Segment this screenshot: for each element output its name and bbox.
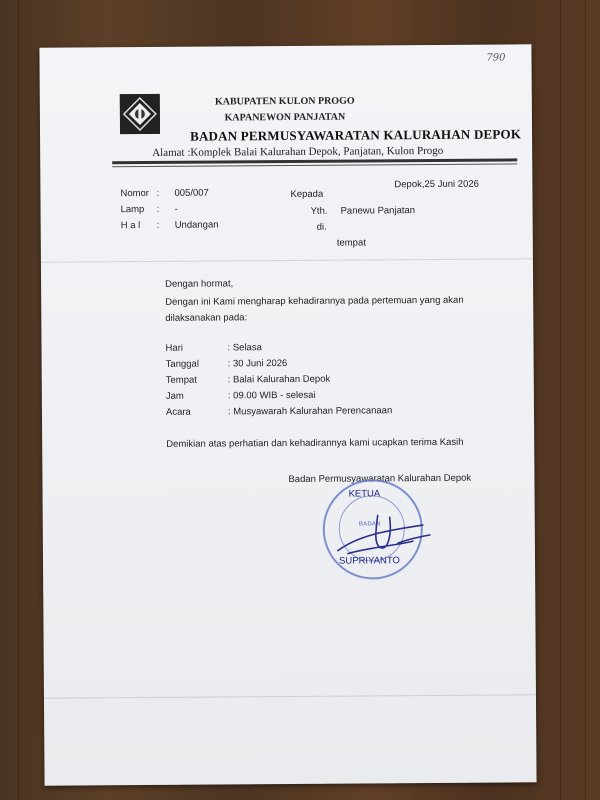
- letterhead-rule-thin: [112, 163, 517, 167]
- meta-sep: :: [156, 203, 160, 215]
- letterhead-regency: KABUPATEN KULON PROGO: [214, 95, 355, 108]
- letter-paper: [39, 44, 536, 785]
- event-label: Hari: [165, 342, 183, 354]
- event-value: : Musyawarah Kalurahan Perencanaan: [227, 405, 393, 418]
- meta-value: 005/007: [174, 187, 209, 199]
- place-date: Depok,25 Juni 2026: [394, 178, 479, 191]
- meta-value: Undangan: [174, 219, 219, 231]
- event-label: Tempat: [165, 374, 197, 386]
- event-label: Acara: [165, 406, 191, 418]
- recipient-kepada: Kepada: [290, 188, 324, 200]
- event-value: : Selasa: [227, 342, 262, 354]
- meta-label: Nomor: [120, 187, 150, 200]
- event-label: Jam: [165, 390, 184, 402]
- letterhead-institution: BADAN PERMUSYAWARATAN KALURAHAN DEPOK: [189, 126, 522, 144]
- intro-line-2: dilaksanakan pada:: [165, 312, 248, 324]
- event-label: Tanggal: [165, 358, 199, 370]
- intro-line-1: Dengan ini Kami mengharap kehadirannya pada pertemuan yang akan: [165, 294, 464, 308]
- meta-value: -: [174, 203, 178, 215]
- signatory-name: SUPRIYANTO: [338, 555, 400, 567]
- meta-label: H a l: [120, 220, 141, 232]
- meta-label: Lamp: [120, 203, 145, 216]
- meta-sep: :: [156, 187, 160, 199]
- letterhead-address: Alamat :Komplek Balai Kalurahan Depok, Panjatan, Kulon Progo: [152, 144, 444, 159]
- event-value: : 09.00 WIB - selesai: [227, 389, 316, 402]
- closing-text: Demikian atas perhatian dan kehadirannya kami ucapkan terima Kasih: [166, 436, 464, 450]
- recipient-place: tempat: [336, 237, 366, 249]
- letterhead-district: KAPANEWON PANJATAN: [224, 111, 346, 124]
- official-stamp: BADAN: [322, 479, 423, 580]
- event-value: : 30 Juni 2026: [227, 358, 288, 370]
- recipient-yth: Yth.: [310, 205, 328, 217]
- meta-sep: :: [156, 219, 160, 231]
- recipient-name: Panewu Panjatan: [340, 205, 416, 217]
- event-value: : Balai Kalurahan Depok: [227, 373, 331, 386]
- recipient-di: di.: [316, 221, 327, 233]
- signatory-org: Badan Permusyawaratan Kalurahan Depok: [288, 472, 472, 485]
- signatory-title: KETUA: [348, 488, 381, 500]
- handwritten-number: 790: [486, 52, 506, 64]
- greeting: Dengan hormat,: [165, 278, 234, 290]
